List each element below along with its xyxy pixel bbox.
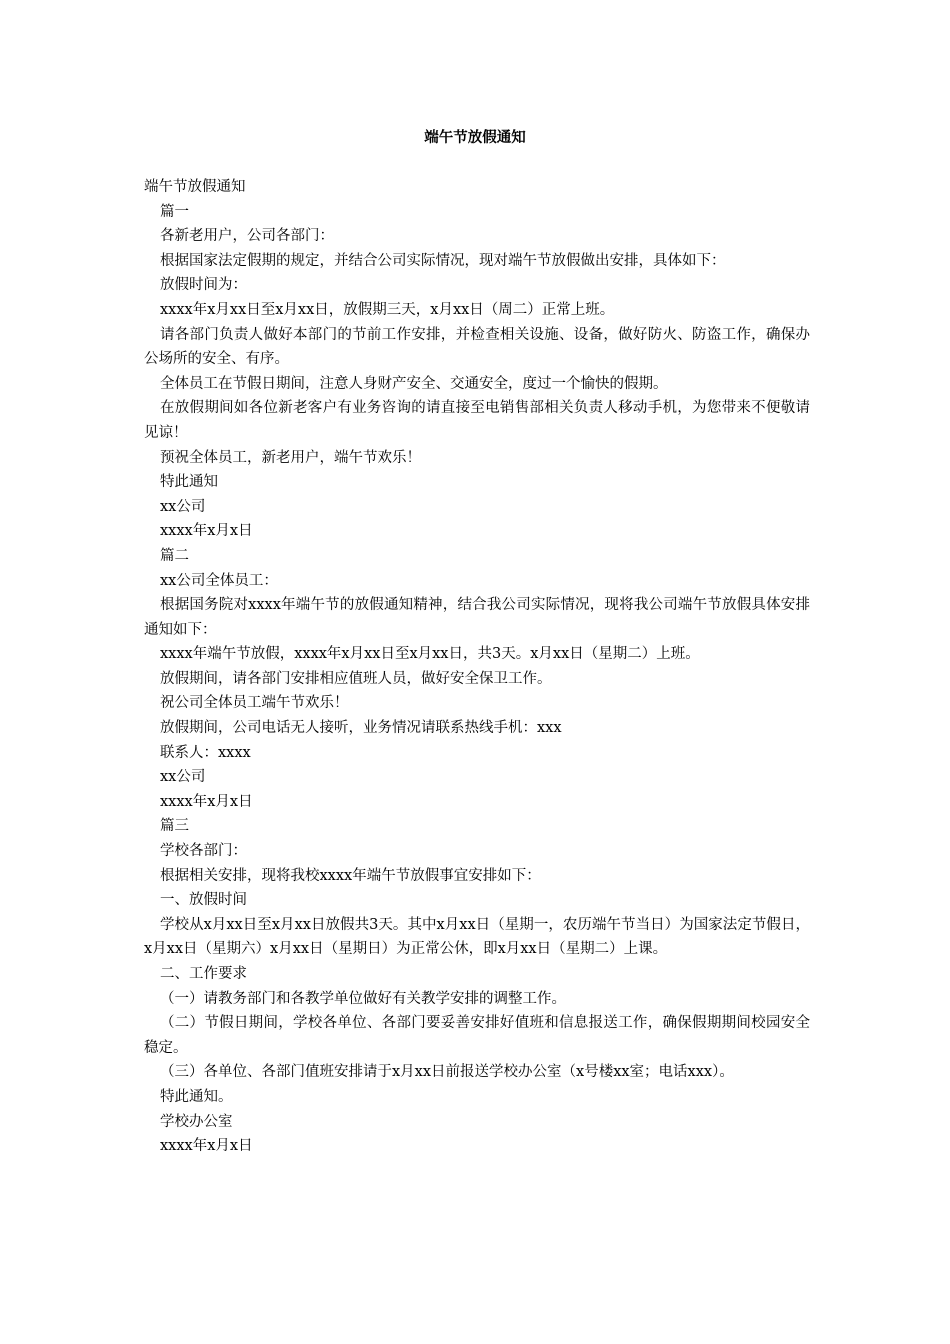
section-heading-2: 篇二 xyxy=(160,547,189,564)
contact-line: 联系人：xxxx xyxy=(160,744,251,761)
paragraph: 全体员工在节假日期间，注意人身财产安全、交通安全，度过一个愉快的假期。 xyxy=(160,375,668,392)
paragraph: xx公司全体员工： xyxy=(160,572,278,589)
paragraph: 放假期间，请各部门安排相应值班人员，做好安全保卫工作。 xyxy=(160,670,552,687)
paragraph: 各新老用户，公司各部门： xyxy=(160,228,334,245)
signature-date: xxxx年x月x日 xyxy=(160,523,253,540)
paragraph: （一）请教务部门和各教学单位做好有关教学安排的调整工作。 xyxy=(160,990,566,1007)
paragraph: 特此通知 xyxy=(160,474,218,491)
section-heading-1: 篇一 xyxy=(160,203,189,220)
signature-org: xx公司 xyxy=(160,498,206,515)
subheading: 二、工作要求 xyxy=(160,966,247,982)
document-body xyxy=(144,175,810,1159)
paragraph: （三）各单位、各部门值班安排请于x月xx日前报送学校办公室（x号楼xx室；电话xxx）。 xyxy=(160,1064,734,1081)
section-heading-3: 篇三 xyxy=(160,818,189,835)
signature-org: xx公司 xyxy=(160,769,206,786)
paragraph: xxxx年x月xx日至x月xx日，放假期三天，x月xx日（周二）正常上班。 xyxy=(160,301,615,318)
subtitle-heading: 端午节放假通知 xyxy=(144,179,246,195)
paragraph: 放假期间，公司电话无人接听，业务情况请联系热线手机：xxx xyxy=(160,720,562,737)
paragraph: 特此通知。 xyxy=(160,1088,233,1105)
paragraph: 学校从x月xx日至x月xx日放假共3天。其中x月xx日（星期一，农历端午节当日）为国家法定节假日，x月xx日（星期六）x月xx日（星期日）为正常公休，即x月xx日（星期二）上课。 xyxy=(144,916,810,958)
paragraph: 根据相关安排，现将我校xxxx年端午节放假事宜安排如下： xyxy=(160,867,541,884)
signature-org: 学校办公室 xyxy=(160,1113,233,1130)
signature-date: xxxx年x月x日 xyxy=(160,1138,253,1155)
paragraph: 放假时间为： xyxy=(160,277,247,294)
document-title: 端午节放假通知 xyxy=(424,129,526,146)
paragraph: 在放假期间如各位新老客户有业务咨询的请直接至电销售部相关负责人移动手机，为您带来不便敬请见谅！ xyxy=(144,400,810,441)
subheading: 一、放假时间 xyxy=(160,892,247,909)
paragraph: 祝公司全体员工端午节欢乐！ xyxy=(160,695,349,712)
signature-date: xxxx年x月x日 xyxy=(160,793,253,810)
paragraph: 学校各部门： xyxy=(160,843,247,860)
paragraph: 预祝全体员工，新老用户，端午节欢乐！ xyxy=(160,449,421,466)
paragraph: 请各部门负责人做好本部门的节前工作安排，并检查相关设施、设备，做好防火、防盗工作，确保办公场所的安全、有序。 xyxy=(144,326,810,368)
paragraph: 根据国务院对xxxx年端午节的放假通知精神，结合我公司实际情况，现将我公司端午节放假具体安排通知如下： xyxy=(144,597,810,638)
paragraph: （二）节假日期间，学校各单位、各部门要妥善安排好值班和信息报送工作，确保假期期间校园安全稳定。 xyxy=(144,1015,810,1056)
paragraph: 根据国家法定假期的规定，并结合公司实际情况，现对端午节放假做出安排，具体如下： xyxy=(160,252,726,269)
paragraph: xxxx年端午节放假，xxxx年x月xx日至x月xx日，共3天。x月xx日（星期二）上班。 xyxy=(160,646,700,663)
